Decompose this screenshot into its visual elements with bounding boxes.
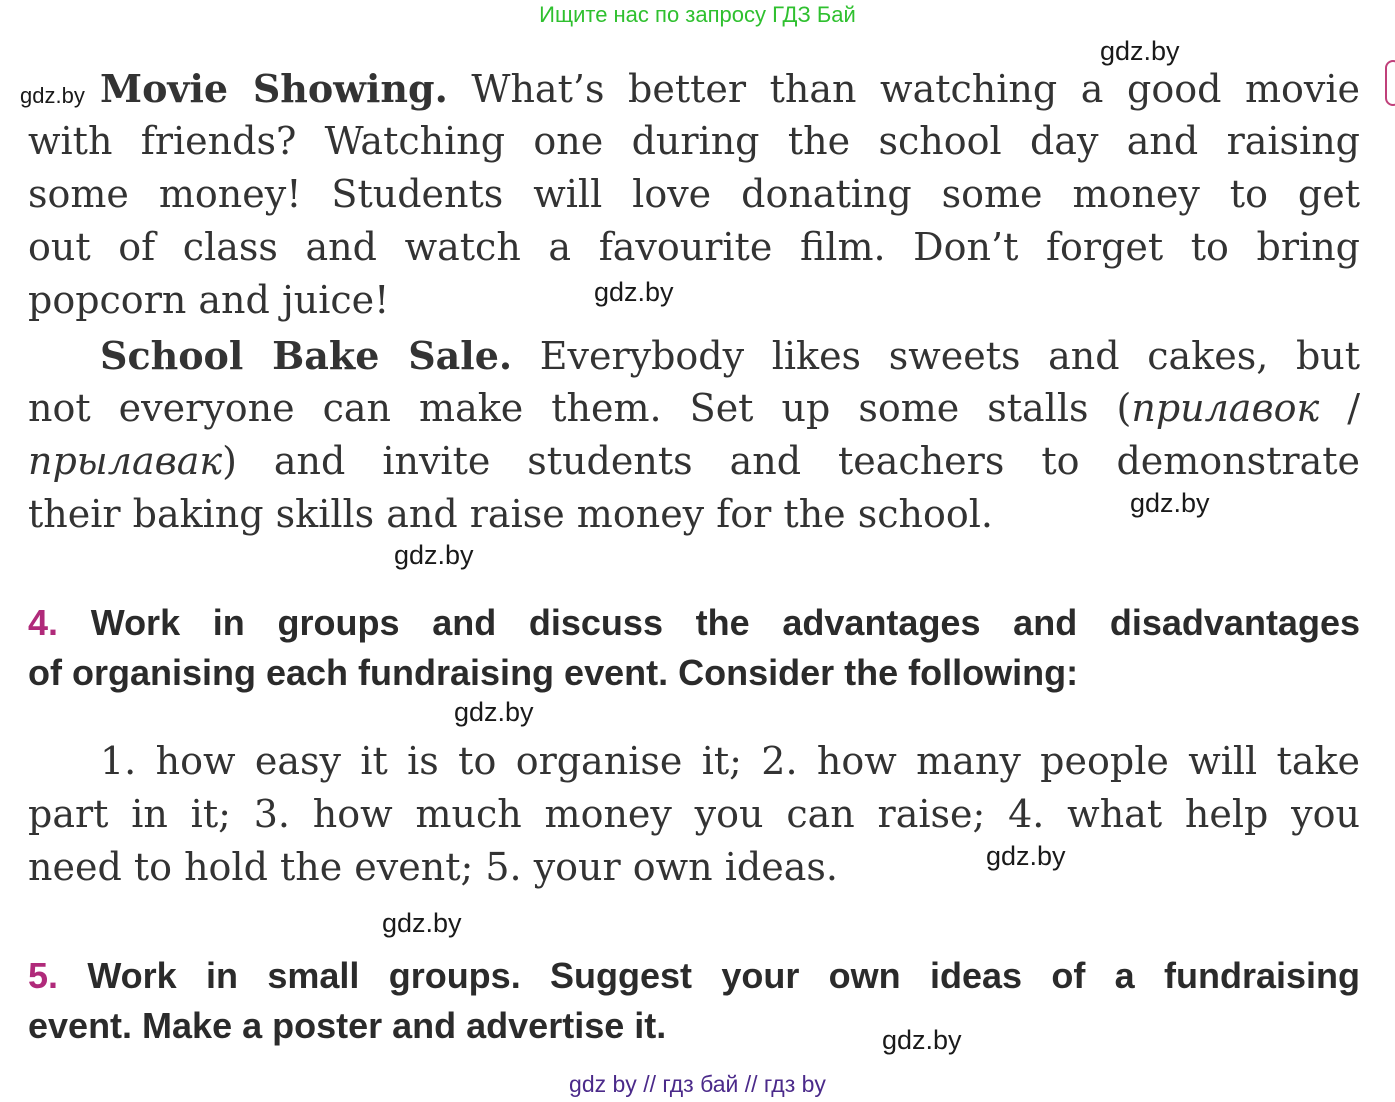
- page-edge-marker: [1385, 60, 1395, 106]
- watermark: gdz.by: [1100, 36, 1180, 66]
- paragraph-line: 1. how easy it is to organise it; 2. how many people will take: [100, 739, 1360, 783]
- paragraph-line: [28, 435, 1360, 488]
- task-text: Work in small groups. Suggest your own ideas of a fundraising: [58, 955, 1360, 996]
- paragraph-line: [28, 382, 1360, 435]
- task-line: event. Make a poster and advertise it.: [28, 1005, 667, 1046]
- task-number: 5.: [28, 955, 59, 996]
- paragraph-line: [100, 62, 1360, 115]
- footer-links[interactable]: gdz by // гдз бай // гдз by: [569, 1071, 826, 1097]
- paragraph-text: /: [1319, 386, 1360, 430]
- paragraph-line: with friends? Watching one during the school day and raising: [28, 119, 1360, 163]
- watermark: gdz.by: [1130, 488, 1210, 518]
- paragraph-text: What’s better than watching a good movie: [447, 67, 1360, 111]
- task-line: [28, 598, 1360, 648]
- paragraph-line: some money! Students will love donating some money to get: [28, 172, 1360, 216]
- belarusian-word: прылавак: [28, 439, 223, 483]
- paragraph-line: their baking skills and raise money for the school.: [28, 492, 993, 536]
- task-number: 4.: [28, 602, 59, 643]
- paragraph-line: part in it; 3. how much money you can raise; 4. what help you: [28, 792, 1360, 836]
- watermark: gdz.by: [382, 908, 462, 938]
- task-line: of organising each fundraising event. Consider the following:: [28, 652, 1079, 693]
- task-line: [28, 951, 1360, 1001]
- paragraph-line: [100, 329, 1360, 382]
- watermark: gdz.by: [20, 83, 85, 108]
- task-text: Work in groups and discuss the advantages and disadvantages: [58, 602, 1360, 643]
- paragraph-line: need to hold the event; 5. your own ideas.: [28, 845, 838, 889]
- movie-showing-title: Movie Showing.: [100, 66, 448, 111]
- russian-word: прилавок: [1131, 386, 1320, 430]
- paragraph-line: out of class and watch a favourite film. Don’t forget to bring: [28, 225, 1360, 269]
- paragraph-text: not everyone can make them. Set up some stalls (: [28, 386, 1132, 430]
- watermark: gdz.by: [454, 697, 534, 727]
- watermark: gdz.by: [986, 841, 1066, 871]
- watermark: gdz.by: [882, 1025, 962, 1055]
- search-hint-banner[interactable]: Ищите нас по запросу ГДЗ Бай: [539, 2, 856, 27]
- paragraph-text: ) and invite students and teachers to demonstrate: [222, 439, 1360, 483]
- paragraph-text: Everybody likes sweets and cakes, but: [512, 334, 1360, 378]
- paragraph-line: popcorn and juice!: [28, 278, 390, 322]
- watermark: gdz.by: [394, 540, 474, 570]
- watermark: gdz.by: [594, 277, 674, 307]
- bake-sale-title: School Bake Sale.: [100, 333, 513, 378]
